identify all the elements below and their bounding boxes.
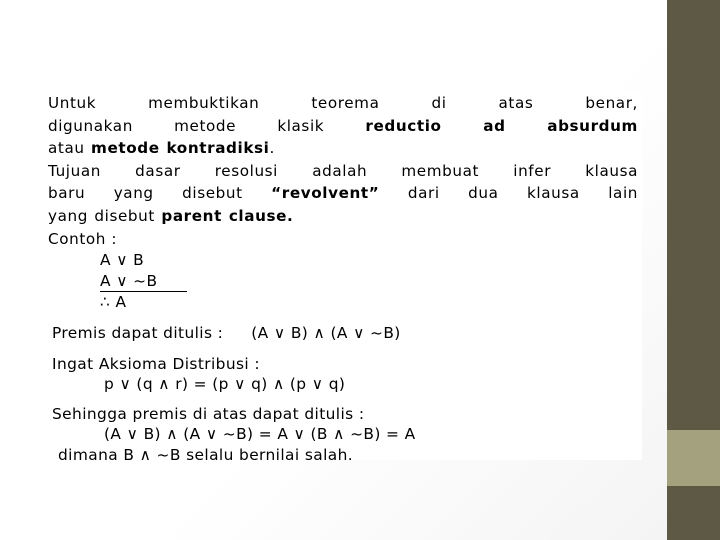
result-label: Sehingga premis di atas dapat ditulis : — [52, 404, 365, 423]
axiom-formula: p ∨ (q ∧ r) = (p ∨ q) ∧ (p ∨ q) — [104, 375, 346, 394]
result-formula: (A ∨ B) ∧ (A ∨ ~B) = A ∨ (B ∧ ~B) = A — [104, 425, 416, 444]
bold-term-reductio: reductio ad absurdum — [365, 116, 638, 135]
paragraph-resolusi-end — [48, 205, 638, 228]
paragraph-reductio-end — [48, 137, 638, 160]
text-line-5-prefix: baru yang disebut — [48, 184, 272, 203]
premise-formula: (A ∨ B) ∧ (A ∨ ~B) — [251, 323, 401, 342]
axiom-label: Ingat Aksioma Distribusi : — [52, 354, 260, 373]
text-line-4: Tujuan dasar resolusi adalah membuat infer klausa — [48, 161, 638, 180]
result-note: dimana B ∧ ~B selalu bernilai salah. — [58, 445, 354, 464]
text-line-2: digunakan metode klasik — [48, 116, 366, 135]
bold-term-parent-clause: parent clause. — [161, 206, 294, 225]
text-line-1: Untuk membuktikan teorema di atas benar, — [48, 94, 638, 112]
example-premise-1: A ∨ B — [100, 251, 145, 270]
slide-content-image — [44, 92, 642, 464]
premise-label: Premis dapat ditulis : — [52, 323, 224, 342]
text-line-3-prefix: atau — [48, 139, 92, 158]
bold-term-kontradiksi: metode kontradiksi — [91, 139, 270, 158]
example-heading-text: Contoh : — [48, 229, 118, 248]
premise-statement — [48, 323, 638, 344]
sidebar-light-block — [667, 430, 720, 486]
sidebar-dark-block-top — [667, 0, 720, 430]
text-line-3-suffix: . — [269, 139, 275, 158]
text-line — [48, 92, 638, 115]
example-heading — [48, 228, 638, 251]
decorative-sidebar — [667, 0, 720, 540]
paragraph-reductio — [48, 92, 638, 137]
text-line — [48, 182, 638, 205]
text-line — [48, 160, 638, 183]
bold-term-revolvent: “revolvent” — [271, 184, 380, 203]
sidebar-dark-block-bottom — [667, 486, 720, 540]
result-section — [48, 404, 638, 466]
example-premise-2: A ∨ ~B — [100, 271, 187, 293]
axiom-section — [48, 354, 638, 395]
text-line-5-suffix: dari dua klausa lain — [379, 184, 638, 203]
paragraph-resolusi — [48, 160, 638, 205]
example-argument — [48, 250, 638, 313]
text-line — [48, 115, 638, 138]
text-line-6-prefix: yang disebut — [48, 206, 162, 225]
example-conclusion: ∴ A — [100, 293, 127, 312]
